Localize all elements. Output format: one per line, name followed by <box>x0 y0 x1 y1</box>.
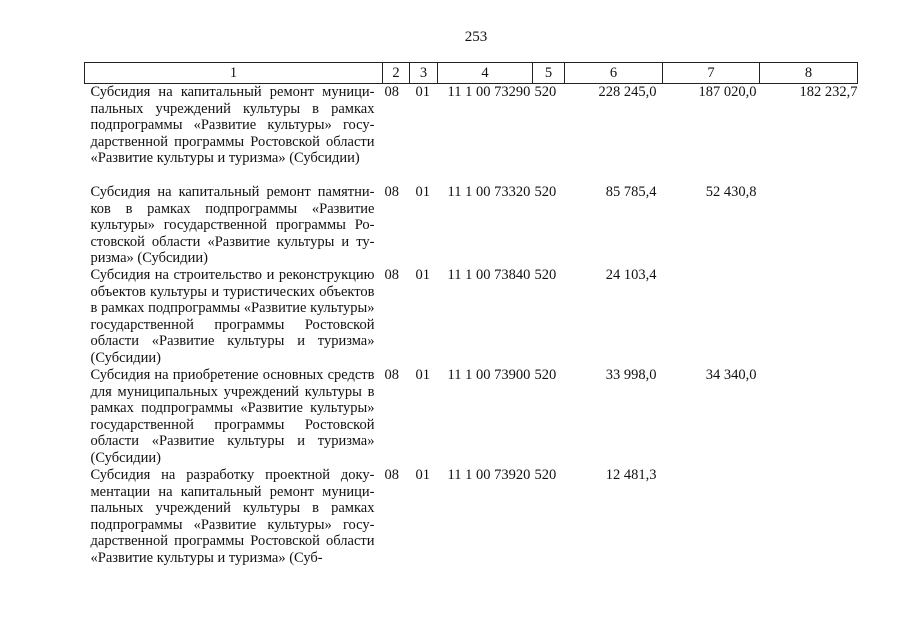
subsection-code: 01 <box>415 467 430 483</box>
column-header-1: 1 <box>85 63 383 84</box>
target-article-code: 11 1 00 73900 <box>447 367 531 383</box>
expense-type-code: 520 <box>534 467 557 483</box>
row-description: Субсидия на разработку проектной документации на капитальный ремонт муниципальных учреждений культуры в рамках подпрограммы «Развитие культуры» государственной программы Ростовской области «Развитие культуры и туризма» (Суб- <box>90 467 375 566</box>
expense-type-code: 520 <box>534 84 557 100</box>
row-description: Субсидия на строительство и реконструкцию объектов культуры и туристических объектов в рамках подпрограммы «Развитие культуры» государственной программы Ростовской области «Развитие культуры и туризма» (Субсидии) <box>90 267 375 366</box>
amount-col-8 <box>760 467 858 567</box>
amount-col-6: 12 481,3 <box>605 467 657 483</box>
column-header-5: 5 <box>533 63 565 84</box>
amount-col-8 <box>760 184 858 267</box>
table-row <box>85 84 858 185</box>
column-header-7: 7 <box>663 63 760 84</box>
expense-type-code: 520 <box>534 184 557 200</box>
amount-col-6: 33 998,0 <box>605 367 657 383</box>
amount-col-8 <box>760 367 858 467</box>
column-header-6: 6 <box>565 63 663 84</box>
target-article-code: 11 1 00 73320 <box>447 184 531 200</box>
amount-col-6: 24 103,4 <box>605 267 657 283</box>
amount-col-7: 34 340,0 <box>705 367 757 383</box>
section-code: 08 <box>384 367 399 383</box>
subsection-code: 01 <box>415 84 430 100</box>
amount-col-7 <box>663 467 760 567</box>
column-header-3: 3 <box>410 63 438 84</box>
table-header-row <box>85 63 858 84</box>
row-description: Субсидия на приобретение основных средств для муниципальных учреждений культуры в рамках подпрограммы «Развитие культуры» государственной программы Ростовской области «Развитие культуры и туризма» (Субсидии) <box>90 367 375 466</box>
section-code: 08 <box>384 184 399 200</box>
row-description: Субсидия на капитальный ремонт муниципальных учреждений культуры в рамках подпрограммы «Развитие культуры» государственной программы Ростовской области «Развитие культуры и туризма» (Субсидии) <box>90 84 375 166</box>
subsection-code: 01 <box>415 267 430 283</box>
subsection-code: 01 <box>415 184 430 200</box>
table-row <box>85 467 858 567</box>
table-row <box>85 184 858 267</box>
amount-col-7 <box>663 267 760 367</box>
amount-col-6: 85 785,4 <box>605 184 657 200</box>
amount-col-8 <box>760 267 858 367</box>
target-article-code: 11 1 00 73290 <box>447 84 531 100</box>
section-code: 08 <box>384 467 399 483</box>
table-row <box>85 267 858 367</box>
table-row <box>85 367 858 467</box>
row-description: Субсидия на капитальный ремонт памятников в рамках подпрограммы «Развитие культуры» государственной программы Ростовской области «Развитие культуры и туризма» (Субсидии) <box>90 184 375 266</box>
amount-col-8: 182 232,7 <box>799 84 858 100</box>
amount-col-6: 228 245,0 <box>598 84 657 100</box>
page-number: 253 <box>464 29 488 45</box>
expense-type-code: 520 <box>534 367 557 383</box>
expense-type-code: 520 <box>534 267 557 283</box>
budget-table <box>84 62 858 567</box>
column-header-2: 2 <box>383 63 410 84</box>
subsection-code: 01 <box>415 367 430 383</box>
column-header-4: 4 <box>438 63 533 84</box>
target-article-code: 11 1 00 73920 <box>447 467 531 483</box>
section-code: 08 <box>384 267 399 283</box>
amount-col-7: 52 430,8 <box>705 184 757 200</box>
section-code: 08 <box>384 84 399 100</box>
amount-col-7: 187 020,0 <box>698 84 757 100</box>
target-article-code: 11 1 00 73840 <box>447 267 531 283</box>
column-header-8: 8 <box>760 63 858 84</box>
